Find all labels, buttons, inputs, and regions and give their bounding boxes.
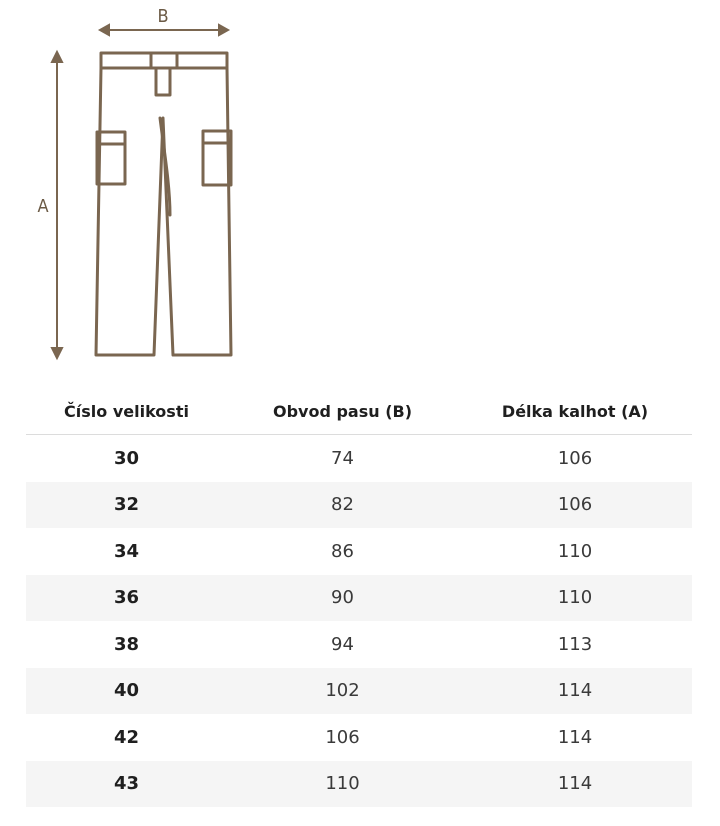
waist-cell: 82 (227, 482, 458, 529)
size-table (26, 388, 692, 807)
header-waist-circumference: Obvod pasu (B) (227, 388, 458, 435)
pants-outline-icon (0, 0, 260, 370)
waist-cell: 106 (325, 726, 360, 748)
length-cell: 106 (458, 482, 692, 529)
size-cell: 42 (113, 726, 140, 748)
size-cell: 32 (26, 482, 227, 529)
length-cell: 114 (557, 726, 593, 748)
pants-body (96, 68, 231, 355)
waist-cell: 90 (227, 575, 458, 622)
waist-cell: 102 (227, 668, 458, 715)
length-cell: 114 (458, 668, 692, 715)
size-cell: 43 (26, 761, 227, 808)
length-cell: 110 (458, 575, 692, 622)
waist-cell: 94 (331, 633, 354, 655)
length-cell: 113 (557, 633, 593, 655)
pants-size-diagram (0, 0, 260, 370)
length-cell: 110 (557, 540, 593, 562)
size-cell: 36 (26, 575, 227, 622)
size-cell: 40 (26, 668, 227, 715)
size-cell: 38 (113, 633, 140, 655)
header-pants-length: Délka kalhot (A) (458, 388, 692, 435)
header-size-number: Číslo velikosti (26, 388, 227, 435)
table-row (26, 714, 692, 761)
table-header-row (26, 388, 692, 435)
size-cell: 34 (113, 540, 140, 562)
table-row (26, 761, 692, 808)
waist-cell: 110 (227, 761, 458, 808)
waist-cell: 74 (331, 447, 354, 469)
width-label-b: B (157, 6, 169, 27)
table-row (26, 435, 692, 482)
length-cell: 106 (557, 447, 593, 469)
zip-tab (156, 68, 170, 95)
length-cell: 114 (458, 761, 692, 808)
table-row (26, 482, 692, 529)
size-cell: 30 (113, 447, 140, 469)
table-row (26, 621, 692, 668)
length-label-a: A (37, 196, 49, 217)
table-row (26, 668, 692, 715)
length-dimension-arrow (52, 52, 62, 358)
table-row (26, 528, 692, 575)
table-row (26, 575, 692, 622)
waist-cell: 86 (331, 540, 354, 562)
waistband (101, 53, 227, 68)
